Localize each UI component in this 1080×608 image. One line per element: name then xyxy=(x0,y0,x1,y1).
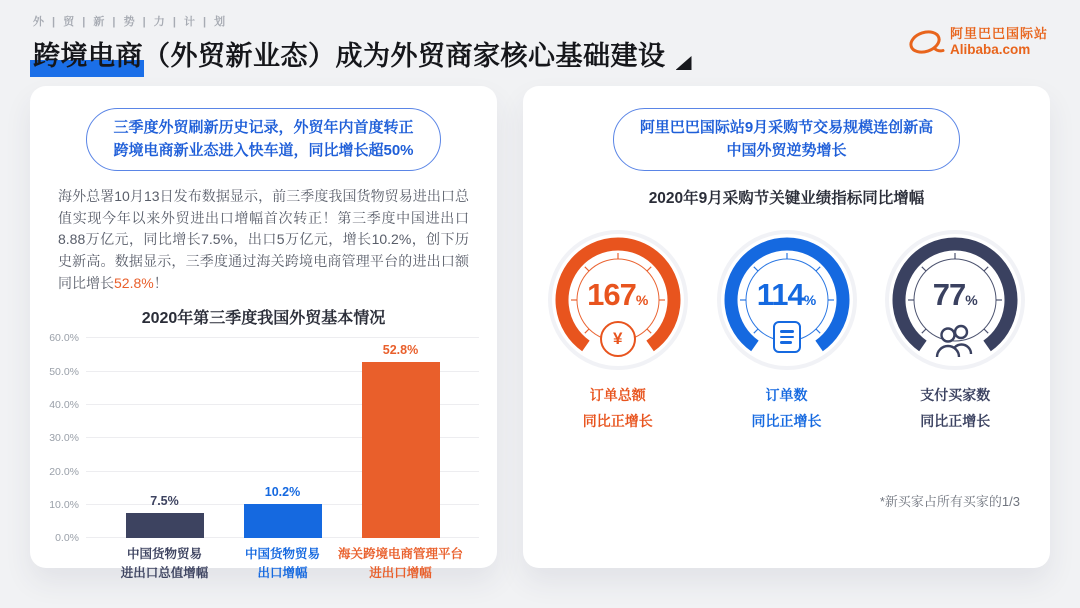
gauge-unit: % xyxy=(635,292,649,308)
slide-header xyxy=(0,0,1080,73)
category-label: 中国货物贸易 进出口总值增幅 xyxy=(120,547,209,581)
y-tick-label: 30.0% xyxy=(49,432,79,445)
paragraph-highlight: 52.8% xyxy=(114,274,154,291)
gauge-number: 77 xyxy=(932,277,966,312)
gauge-label xyxy=(920,383,990,435)
bar-chart xyxy=(42,332,479,545)
right-headline-line1: 阿里巴巴国际站9月采购节交易规模连创新高 xyxy=(639,119,934,136)
logo-en-label: Alibaba.com xyxy=(949,41,1031,57)
gauge-number: 114 xyxy=(756,277,804,312)
bar-cell xyxy=(244,338,322,538)
gauge-dial xyxy=(544,226,692,374)
gauge-unit: % xyxy=(803,292,817,308)
gauge-label-line1: 订单总额 xyxy=(589,387,646,403)
logo-text xyxy=(950,27,1048,57)
bars-group xyxy=(86,338,479,538)
category-label: 中国货物贸易 出口增幅 xyxy=(244,547,320,581)
gauge-order-count xyxy=(707,226,867,435)
chart-y-axis xyxy=(42,332,86,545)
y-tick-label: 0.0% xyxy=(55,532,79,545)
title-row xyxy=(33,34,1050,73)
bar-value-label: 52.8% xyxy=(382,343,419,358)
gauge-dial xyxy=(881,226,1029,374)
gauge-unit: % xyxy=(965,292,978,308)
gauge-label-line1: 支付买家数 xyxy=(920,387,991,403)
order-icon xyxy=(773,321,801,353)
gauge-label-line2: 同比正增长 xyxy=(751,412,822,429)
alibaba-logo xyxy=(907,26,1048,58)
gauge-label xyxy=(752,383,822,435)
gauge-label xyxy=(583,383,653,435)
gauge-paying-buyers xyxy=(875,226,1035,435)
y-tick-label: 50.0% xyxy=(49,365,79,378)
gauge-order-amount xyxy=(538,226,698,435)
y-tick-label: 10.0% xyxy=(49,499,79,512)
paragraph-text: 海外总署10月13日发布数据显示，前三季度我国货物贸易进出口总值实现今年以来外贸进出口增幅首次转正！第三季度中国进出口8.88万亿元，同比增长7.5%，出口5万亿元，增长10.2%，创下历史新高。数据显示，三季度通过海关跨境电商管理平台的进出口额同比增长 xyxy=(58,188,469,291)
bar-cell xyxy=(126,338,204,538)
gauge-value xyxy=(713,277,861,313)
bar xyxy=(362,362,440,538)
category-label: 海关跨境电商管理平台 进出口增幅 xyxy=(338,547,464,581)
gauge-value xyxy=(881,277,1029,313)
y-tick-label: 40.0% xyxy=(49,399,79,412)
gauges-row xyxy=(523,226,1050,435)
chart-title: 2020年第三季度我国外贸基本情况 xyxy=(141,310,386,328)
gauges-subtitle: 2020年9月采购节关键业绩指标同比增幅 xyxy=(648,190,925,207)
left-headline-line1: 三季度外贸刷新历史记录，外贸年内首度转正 xyxy=(113,119,414,136)
title-rest: （外贸新业态）成为外贸商家核心基础建设 xyxy=(143,41,666,71)
left-headline-line2: 跨境电商新业态进入快车道，同比增长超50% xyxy=(113,141,414,159)
eyebrow-text: 外 | 贸 | 新 | 势 | 力 | 计 | 划 xyxy=(33,16,228,28)
chart-categories xyxy=(86,545,479,583)
left-paragraph xyxy=(58,186,469,294)
bar xyxy=(126,513,204,538)
gauge-label-line2: 同比正增长 xyxy=(582,412,653,429)
y-tick-label: 20.0% xyxy=(49,465,79,478)
yen-icon: ¥ xyxy=(600,321,636,357)
y-tick-label: 60.0% xyxy=(49,332,79,345)
left-headline-pill xyxy=(86,108,440,171)
gauge-number: 167 xyxy=(587,277,636,312)
gauge-label-line1: 订单数 xyxy=(765,387,808,403)
bar-cell xyxy=(362,338,440,538)
paragraph-tail: ！ xyxy=(153,274,168,291)
gauge-label-line2: 同比正增长 xyxy=(920,412,991,429)
footnote: *新买家占所有买家的1/3 xyxy=(879,494,1020,509)
bar-value-label: 10.2% xyxy=(264,485,301,500)
bar xyxy=(244,504,322,538)
left-card xyxy=(30,86,497,581)
chart-plot xyxy=(86,338,479,538)
logo-cn-label: 阿里巴巴国际站 xyxy=(949,25,1048,41)
alibaba-mark-icon xyxy=(907,26,945,58)
page-title xyxy=(33,34,666,73)
right-headline-line2: 中国外贸逆势增长 xyxy=(726,141,847,159)
gauge-dial xyxy=(713,226,861,374)
title-highlight: 跨境电商 xyxy=(33,41,143,71)
gauge-value xyxy=(544,277,692,313)
bar-value-label: 7.5% xyxy=(150,494,179,509)
cards-row xyxy=(0,86,1080,581)
right-headline-pill xyxy=(613,108,960,171)
buyers-icon xyxy=(933,321,977,364)
right-card xyxy=(523,86,1050,568)
triangle-icon xyxy=(676,56,692,70)
